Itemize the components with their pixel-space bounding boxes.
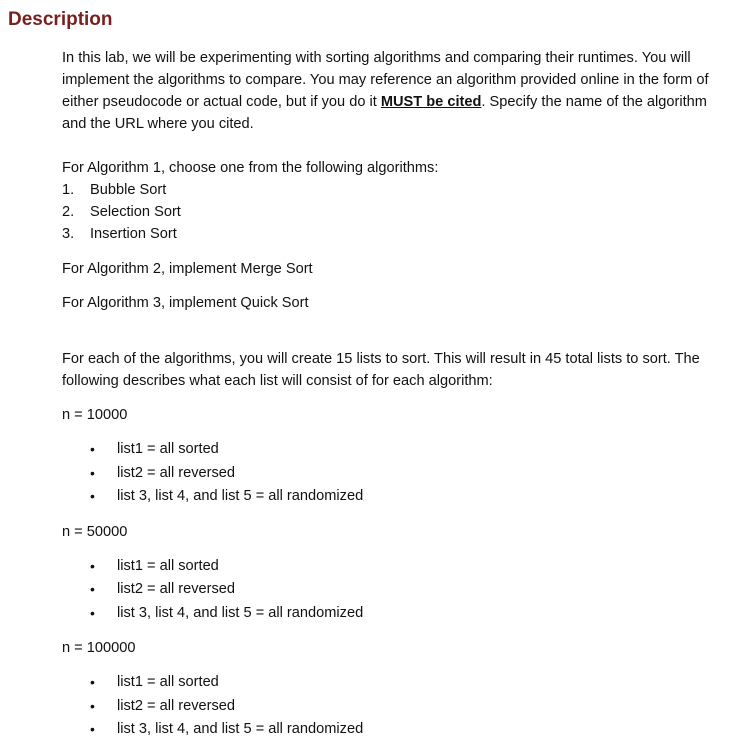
item-label: Insertion Sort (90, 226, 177, 242)
group-list (62, 438, 730, 509)
list-item (62, 462, 730, 486)
citation-requirement: MUST be cited (380, 94, 482, 110)
list-item (62, 485, 730, 509)
group-size-label: n = 10000 (62, 407, 128, 423)
group-size-label: n = 100000 (62, 640, 136, 656)
bullet-icon: • (90, 721, 95, 737)
list-item (62, 602, 730, 626)
intro-text-end: . Specify the name of the algorithm and the URL where you cited. (62, 94, 707, 132)
list-item (62, 671, 730, 695)
item-number: 1. (62, 182, 75, 198)
item-label: Bubble Sort (90, 182, 167, 198)
item-label: list 3, list 4, and list 5 = all randomized (117, 604, 364, 621)
item-label: Selection Sort (90, 204, 181, 220)
list-item (62, 555, 730, 579)
list-item (62, 179, 730, 201)
group-size-label: n = 50000 (62, 523, 128, 540)
bullet-icon: • (90, 697, 95, 714)
lists-intro-paragraph: For each of the algorithms, you will create 15 lists to sort. This will result in 45 total lists to sort. The following describes what each list will consist of for each algorithm: (62, 351, 700, 389)
list-item (62, 695, 730, 719)
list-item (62, 718, 730, 742)
algorithm3-text: For Algorithm 3, implement Quick Sort (62, 295, 309, 311)
list-item (62, 438, 730, 462)
bullet-icon: • (90, 674, 95, 690)
item-number: 2. (62, 204, 75, 220)
item-label: list2 = all reversed (117, 581, 236, 597)
list-item (62, 223, 730, 245)
bullet-icon: • (90, 581, 95, 597)
item-label: list 3, list 4, and list 5 = all randomized (117, 721, 364, 737)
algorithm1-options (62, 179, 730, 245)
list-item (62, 201, 730, 223)
item-label: list1 = all sorted (117, 674, 219, 690)
description-body (62, 47, 730, 742)
item-label: list 3, list 4, and list 5 = all randomized (117, 488, 364, 504)
group-list (62, 671, 730, 742)
intro-paragraph (62, 47, 730, 135)
bullet-icon: • (90, 604, 95, 621)
bullet-icon: • (90, 557, 95, 574)
item-label: list2 = all reversed (117, 697, 236, 714)
bullet-icon: • (90, 464, 95, 481)
bullet-icon: • (90, 441, 95, 457)
bullet-icon: • (90, 488, 95, 504)
algorithm1-intro: For Algorithm 1, choose one from the following algorithms: (62, 160, 439, 176)
algorithm2-text: For Algorithm 2, implement Merge Sort (62, 261, 313, 277)
intro-text: In this lab, we will be experimenting with sorting algorithms and comparing their runtimes. You will implement the algorithms to compare. You may reference an algorithm provided online in the form of either pseudocode or actual code, but if you do it (62, 50, 709, 110)
section-heading: Description (8, 9, 113, 30)
item-number: 3. (62, 226, 75, 242)
list-item (62, 578, 730, 602)
item-label: list1 = all sorted (117, 441, 219, 457)
group-list (62, 555, 730, 626)
item-label: list1 = all sorted (117, 557, 219, 574)
item-label: list2 = all reversed (117, 464, 236, 481)
